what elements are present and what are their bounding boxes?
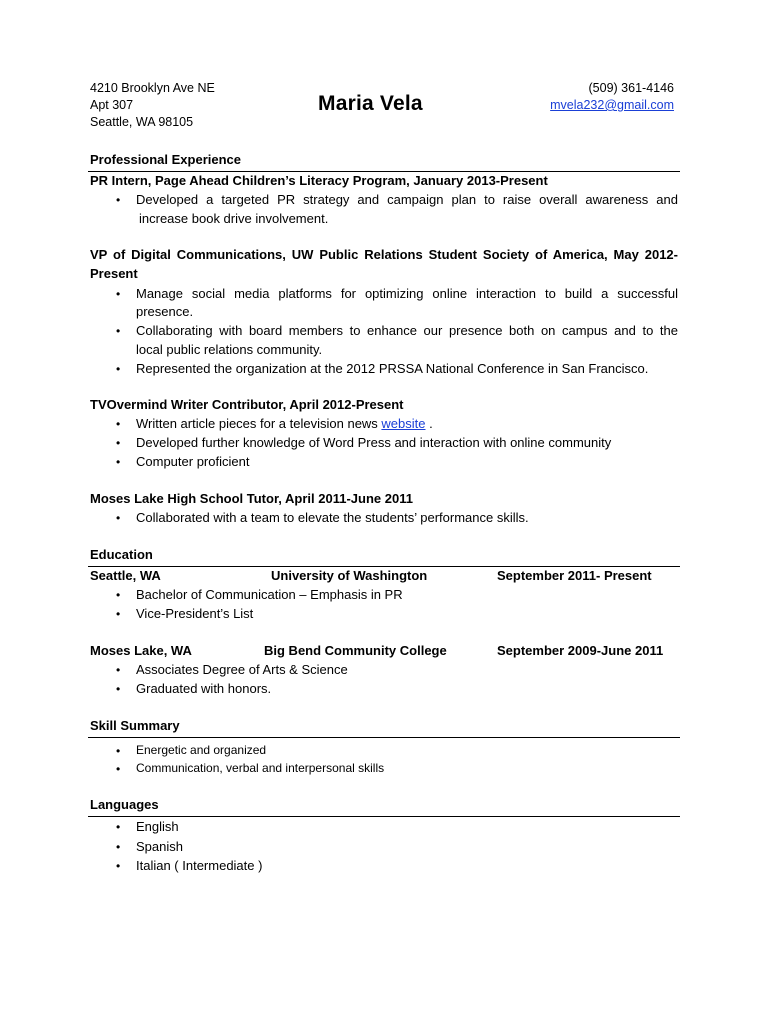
bullet-icon: • — [116, 193, 121, 207]
email-link-text[interactable]: mvela232@gmail.com — [550, 98, 674, 112]
bullet-icon: • — [116, 607, 121, 621]
job-heading: PR Intern, Page Ahead Children’s Literacy Program, January 2013-Present — [90, 173, 548, 188]
language-item: Spanish — [136, 839, 183, 854]
bullet-icon: • — [116, 663, 121, 677]
bullet-text: Represented the organization at the 2012 PRSSA National Conference in San Francisco. — [136, 361, 649, 376]
bullet-icon: • — [116, 820, 121, 834]
bullet-text: Computer proficient — [136, 454, 250, 469]
bullet-icon: • — [116, 417, 121, 431]
bullet-text: Manage social media platforms for optimizing online interaction to build a successful — [136, 286, 678, 301]
bullet-icon: • — [116, 324, 121, 338]
bullet-text-with-link — [136, 416, 433, 431]
bullet-icon: • — [116, 511, 121, 525]
website-link[interactable]: website — [381, 416, 426, 431]
bullet-text: Collaborating with board members to enhance our presence both on campus and to the — [136, 323, 678, 338]
language-item: Italian ( Intermediate ) — [136, 858, 263, 873]
skill-item: Energetic and organized — [136, 743, 267, 757]
section-title-languages: Languages — [90, 797, 159, 812]
bullet-text: Developed a targeted PR strategy and campaign plan to raise overall awareness and — [136, 192, 678, 207]
bullet-text: Graduated with honors. — [136, 681, 272, 696]
bullet-icon: • — [116, 840, 121, 854]
bullet-icon: • — [116, 859, 121, 873]
candidate-name: Maria Vela — [318, 92, 423, 115]
school-dates: September 2011- Present — [497, 568, 652, 583]
bullet-text: Vice-President’s List — [136, 606, 254, 621]
bullet-icon: • — [116, 762, 121, 776]
bullet-icon: • — [116, 287, 121, 301]
language-item: English — [136, 819, 179, 834]
bullet-icon: • — [116, 744, 121, 758]
bullet-text: Bachelor of Communication – Emphasis in PR — [136, 587, 403, 602]
email-link[interactable] — [550, 97, 674, 114]
bullet-icon: • — [116, 362, 121, 376]
school-location: Seattle, WA — [90, 568, 161, 583]
bullet-text: Associates Degree of Arts & Science — [136, 662, 348, 677]
bullet-icon: • — [116, 455, 121, 469]
job-heading: TVOvermind Writer Contributor, April 2012-Present — [90, 397, 404, 412]
bullet-text: presence. — [136, 304, 194, 319]
job-heading: Moses Lake High School Tutor, April 2011-June 2011 — [90, 491, 413, 506]
bullet-text-suffix: . — [425, 416, 433, 431]
school-name: Big Bend Community College — [264, 643, 447, 658]
section-divider — [88, 566, 680, 567]
bullet-icon: • — [116, 436, 121, 450]
job-heading-cont: Present — [90, 266, 138, 281]
address-line-3: Seattle, WA 98105 — [90, 115, 194, 129]
skill-item: Communication, verbal and interpersonal skills — [136, 761, 385, 775]
bullet-text: local public relations community. — [136, 342, 323, 357]
section-title-education: Education — [90, 547, 153, 562]
school-name: University of Washington — [271, 568, 428, 583]
section-divider — [88, 171, 680, 172]
address-line-1: 4210 Brooklyn Ave NE — [90, 81, 215, 95]
bullet-text: increase book drive involvement. — [139, 211, 329, 226]
job-heading: VP of Digital Communications, UW Public Relations Student Society of America, May 2012- — [90, 247, 678, 262]
section-title-skills: Skill Summary — [90, 718, 180, 733]
bullet-text-prefix: Written article pieces for a television news — [136, 416, 382, 431]
bullet-text: Collaborated with a team to elevate the students’ performance skills. — [136, 510, 529, 525]
address-line-2: Apt 307 — [90, 98, 134, 112]
section-divider — [88, 737, 680, 738]
section-divider — [88, 816, 680, 817]
school-dates: September 2009-June 2011 — [497, 643, 664, 658]
phone-number: (509) 361-4146 — [588, 81, 674, 95]
bullet-text: Developed further knowledge of Word Press and interaction with online community — [136, 435, 612, 450]
bullet-icon: • — [116, 588, 121, 602]
school-location: Moses Lake, WA — [90, 643, 192, 658]
bullet-icon: • — [116, 682, 121, 696]
section-title-professional: Professional Experience — [90, 152, 242, 167]
